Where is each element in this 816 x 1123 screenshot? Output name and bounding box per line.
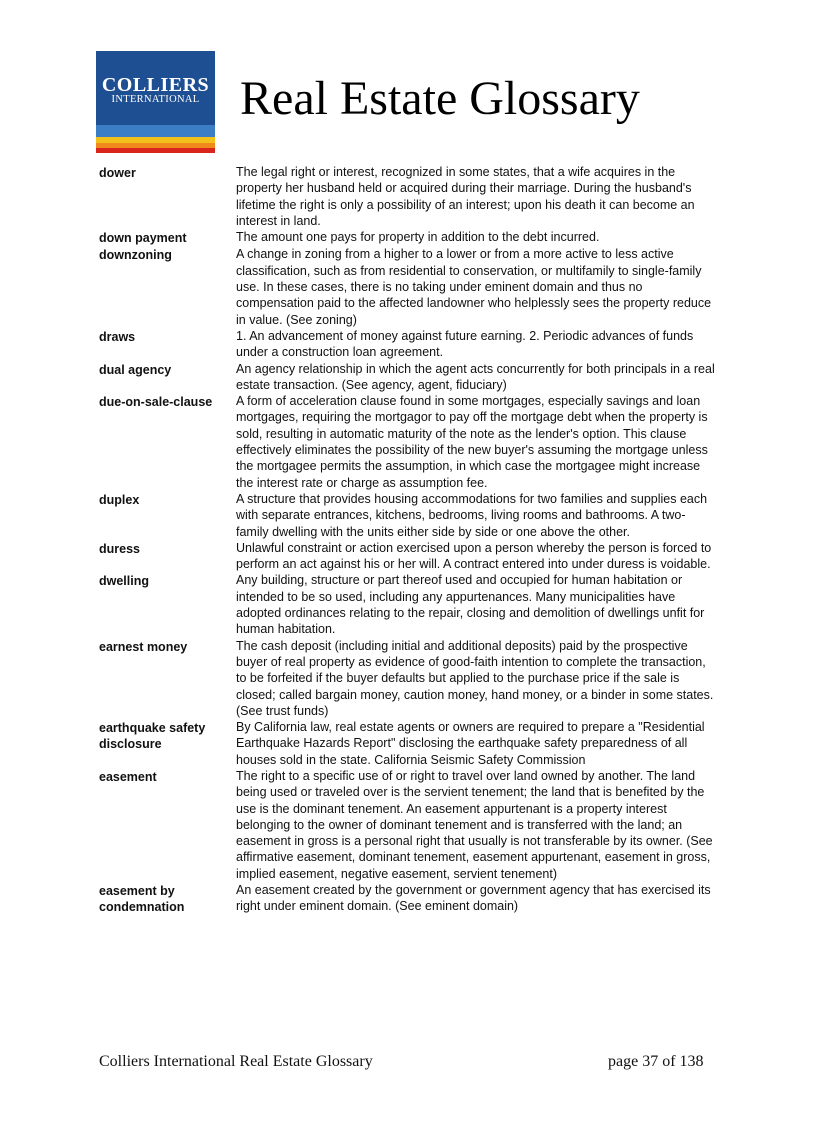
glossary-term: duress — [99, 541, 140, 556]
glossary-entry — [99, 572, 719, 637]
glossary-term: due-on-sale-clause — [99, 395, 213, 410]
glossary-definition: The right to a specific use of or right to travel over land owned by another. The land being used or traveled over is the servient tenement; the land that is benefited by the use is the dominant tenement. An easement appurtenant is a property interest belonging to the owner of dominant tenement and is transferred with the land; an easement in gross is a personal right that usually is not transferable by its owner. (See affirmative easement, dominant tenement, easement appurtenant, easement in gross, implied easement, negative easement, servient tenement) — [236, 768, 713, 881]
glossary-term: easement by condemnation — [99, 884, 185, 915]
glossary-entry — [99, 638, 719, 719]
glossary-term: dual agency — [99, 362, 172, 377]
glossary-term: earnest money — [99, 639, 188, 654]
glossary-list — [99, 164, 719, 916]
glossary-definition: By California law, real estate agents or owners are required to prepare a "Residential Earthquake Hazards Report" disclosing the earthquake safety preparedness of all houses sold in the state. California Seismic Safety Commission — [236, 720, 705, 767]
logo-line2: INTERNATIONAL — [111, 94, 200, 105]
glossary-definition: The legal right or interest, recognized in some states, that a wife acquires in the property her husband held or acquired during their marriage. During the husband's lifetime the right is only a possibility of an interest; upon his death it can become an interest in land. — [236, 165, 695, 228]
glossary-term: downzoning — [99, 248, 172, 263]
glossary-term: earthquake safety disclosure — [99, 721, 206, 752]
logo-stripe-red — [96, 148, 215, 153]
glossary-entry — [99, 229, 719, 246]
glossary-term: draws — [99, 329, 136, 344]
glossary-term: duplex — [99, 492, 140, 507]
colliers-logo — [96, 51, 215, 153]
glossary-definition: An agency relationship in which the agent acts concurrently for both principals in a real estate transaction. (See agency, agent, fiduciary) — [236, 361, 715, 392]
glossary-entry — [99, 491, 719, 540]
glossary-entry — [99, 882, 719, 916]
glossary-entry — [99, 361, 719, 394]
glossary-entry — [99, 768, 719, 882]
glossary-definition: The amount one pays for property in addition to the debt incurred. — [236, 230, 600, 245]
glossary-definition: 1. An advancement of money against future earning. 2. Periodic advances of funds under a construction loan agreement. — [236, 328, 694, 360]
glossary-entry — [99, 540, 719, 573]
logo-stripe-lightblue — [96, 125, 215, 137]
glossary-entry — [99, 719, 719, 768]
footer-document-title: Colliers International Real Estate Glossary — [99, 1053, 373, 1070]
glossary-definition: Unlawful constraint or action exercised upon a person whereby the person is forced to perform an act against his or her will. A contract entered into under duress is voidable. — [236, 540, 712, 572]
glossary-definition: A form of acceleration clause found in some mortgages, especially savings and loan mortgages, requiring the mortgagor to pay off the mortgage debt when the property is sold, resulting in automatic maturity of the note as the lender's option. This clause effectively eliminates the possibility of the new buyer's assuming the mortgage unless the mortgagee permits the assumption, in which case the mortgagee might increase the interest rate or charge as assumption fee. — [236, 394, 708, 490]
glossary-definition: Any building, structure or part thereof used and occupied for human habitation or intended to be so used, including any appurtenances. Many municipalities have adopted ordinances relating to the repair, closing and demolition of dwellings unfit for human habitation. — [236, 573, 705, 637]
glossary-entry — [99, 328, 719, 361]
page-title: Real Estate Glossary — [240, 72, 640, 125]
glossary-definition: A change in zoning from a higher to a lower or from a more active to less active classification, such as from residential to conservation, or multifamily to single-family use. In these cases, there is no taking under eminent domain and thus no compensation paid to the affected landowner who helplessly sees the property reduce in value. (See zoning) — [236, 247, 712, 327]
glossary-term: dower — [99, 166, 136, 180]
footer-page-number: page 37 of 138 — [608, 1053, 704, 1070]
glossary-entry — [99, 246, 719, 327]
glossary-definition: An easement created by the government or government agency that has exercised its right under eminent domain. (See eminent domain) — [236, 883, 711, 914]
glossary-term: easement — [99, 769, 157, 784]
glossary-term: dwelling — [99, 574, 149, 589]
glossary-definition: A structure that provides housing accommodations for two families and supplies each with separate entrances, kitchens, bedrooms, living rooms and bathrooms. A two-family dwelling with the units either side by side or one above the other. — [236, 491, 708, 539]
logo-line1: COLLIERS — [101, 74, 210, 96]
glossary-term: down payment — [99, 231, 187, 246]
glossary-entry — [99, 393, 719, 491]
glossary-entry — [99, 164, 719, 229]
glossary-definition: The cash deposit (including initial and additional deposits) paid by the prospective buyer of real property as evidence of good-faith intention to complete the transaction, to be forfeited if the buyer defaults but applied to the purchase price if the sale is closed; called bargain money, caution money, hand money, or a binder in some states. (See trust funds) — [236, 638, 714, 718]
